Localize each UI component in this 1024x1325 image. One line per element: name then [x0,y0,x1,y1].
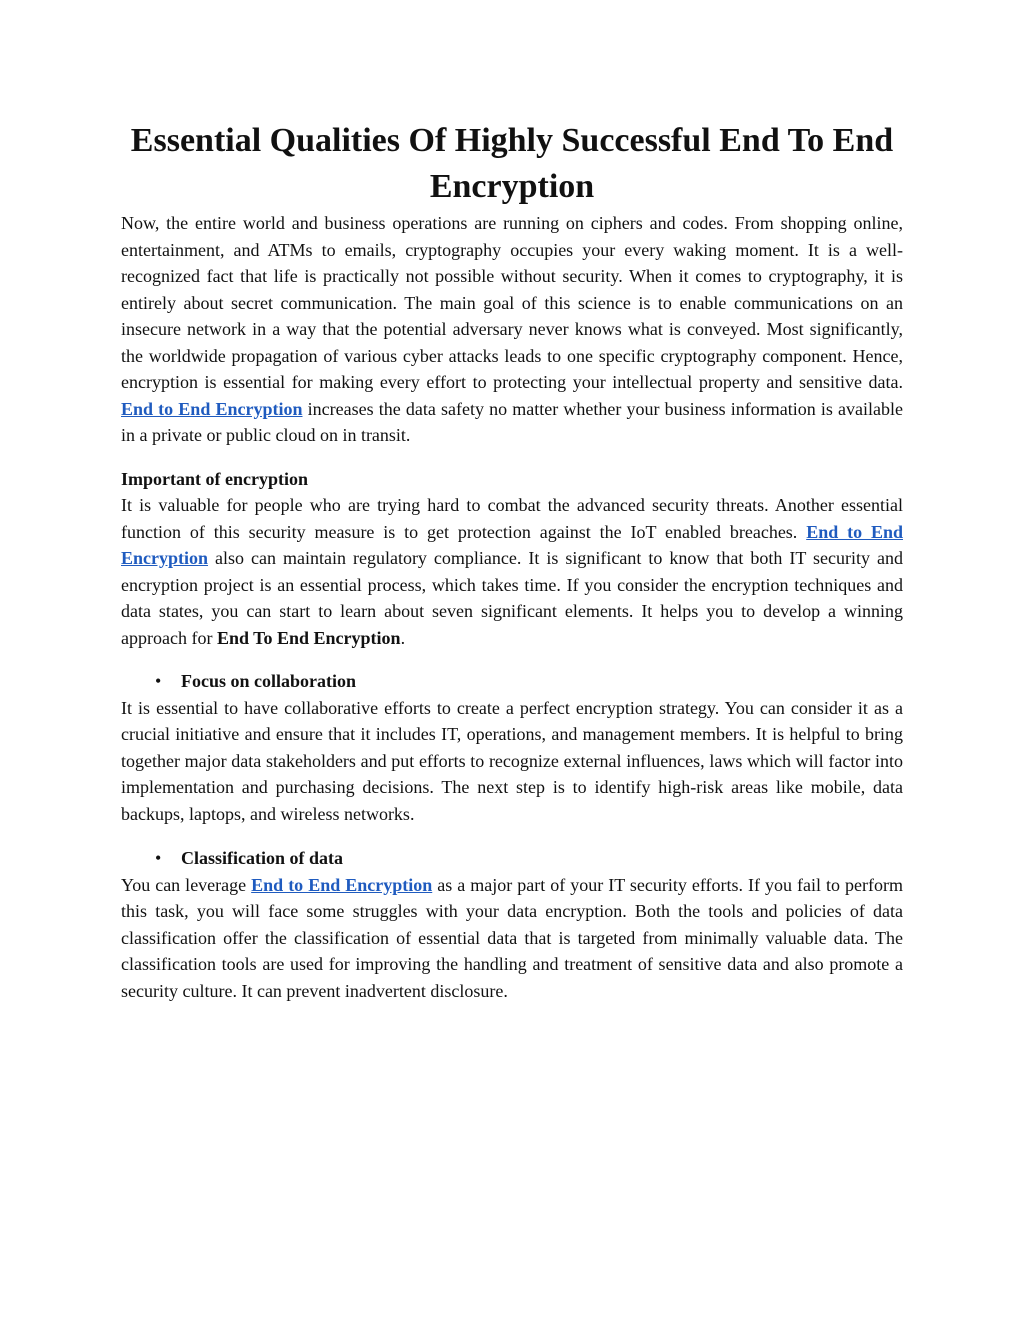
classification-link-end-to-end-encryption[interactable]: End to End Encryption [251,874,433,895]
classification-text-end: as a major part of your IT security efforts. If you fail to perform this task, you will face some struggles with your data encryption. Both the tools and policies of data classification offer the classification of essential data that is targeted from minimally valuable data. The classification tools are used for improving the handling and treatment of sensitive data and also promote a security culture. It can prevent inadvertent disclosure. [121,874,903,1001]
collaboration-paragraph: It is essential to have collaborative efforts to create a perfect encryption strategy. You can consider it as a crucial initiative and ensure that it includes IT, operations, and management members. It is helpful to bring together major data stakeholders and put efforts to recognize external influences, laws which will factor into implementation and purchasing decisions. The next step is to identify high-risk areas like mobile, data backups, laptops, and wireless networks. [121,697,903,824]
bullet-icon: • [155,848,162,868]
important-paragraph [121,492,903,651]
classification-paragraph [121,872,903,1005]
bullet-heading-collaboration [121,668,903,695]
important-text-start: It is valuable for people who are trying hard to combat the advanced security threats. Another essential function of this security measure is to get protection against the IoT enabled breaches. [121,495,903,542]
important-text-middle: also can maintain regulatory compliance. It is significant to know that both IT security and encryption project is an essential process, which takes time. If you consider the encryption techniques and data states, you can start to learn about seven significant elements. It helps you to develop a winning approach for [121,548,903,648]
bullet-icon: • [155,671,162,691]
title-line-2: Encryption [429,168,595,205]
intro-paragraph [121,210,903,449]
bullet-heading-collaboration-label: Focus on collaboration [181,671,357,691]
bullet-heading-classification-label: Classification of data [181,848,343,868]
intro-text-end: increases the data safety no matter whether your business information is available in a private or public cloud on in transit. [121,398,904,445]
title-line-1: Essential Qualities Of Highly Successful End To End [130,122,894,159]
document-page [121,118,903,1004]
intro-text-start: Now, the entire world and business operations are running on ciphers and codes. From shopping online, entertainment, and ATMs to emails, cryptography occupies your every waking moment. It is a well-recognized fact that life is practically not possible without security. When it comes to cryptography, it is entirely about secret communication. The main goal of this science is to enable communications on an insecure network in a way that the potential adversary never knows what is conveyed. Most significantly, the worldwide propagation of various cyber attacks leads to one specific cryptography component. Hence, encryption is essential for making every effort to protecting your intellectual property and sensitive data. [121,213,903,392]
classification-text-start: You can leverage [121,874,252,895]
important-bold-text: End To End Encryption [216,627,401,648]
section-heading-important: Important of encryption [121,468,308,489]
important-text-end: . [400,627,406,648]
intro-link-end-to-end-encryption[interactable]: End to End Encryption [121,398,303,419]
bullet-heading-classification [121,845,903,872]
document-title [121,118,903,210]
important-link-end-to-end-encryption[interactable]: End to End Encryption [121,521,903,568]
